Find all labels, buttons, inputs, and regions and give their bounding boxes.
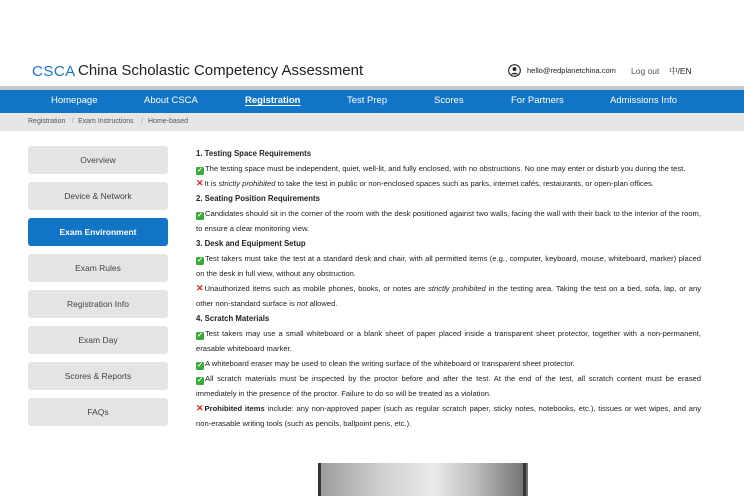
breadcrumb-registration[interactable]: Registration: [28, 118, 66, 125]
sidebar-item-exam-day[interactable]: Exam Day: [28, 326, 168, 354]
nav-registration[interactable]: Registration: [245, 95, 301, 106]
sidebar-item-scores-reports[interactable]: Scores & Reports: [28, 362, 168, 390]
sidebar-item-device-network[interactable]: Device & Network: [28, 182, 168, 210]
rule-paragraph: ✕It is strictly prohibited to take the test in public or non-enclosed spaces such as parks, internet cafés, restaurants, or open-plan offices.: [196, 178, 654, 188]
rule-paragraph: ✓ The testing space must be independent, quiet, well-lit, and fully enclosed, with no obstructions. No one may enter or disturb you during the test.: [197, 164, 686, 174]
check-icon: ✓: [197, 362, 203, 369]
nav-scores[interactable]: Scores: [434, 95, 464, 106]
rule-paragraph: ✓ All scratch materials must be inspected by the proctor before and after the test. At the end of the test, all scratch content must be erased immediately in the presence of the proctor. Failure to do so will be treated as a violation.: [196, 374, 701, 398]
user-icon[interactable]: [508, 64, 521, 77]
language-switch[interactable]: 中/EN: [669, 66, 692, 76]
section-title-scratch-materials: 4. Scratch Materials: [196, 314, 270, 323]
nav-homepage[interactable]: Homepage: [51, 95, 98, 106]
breadcrumb-home-based: Home-based: [148, 118, 189, 125]
logout-link[interactable]: Log out: [631, 66, 660, 76]
rule-paragraph: ✓ Candidates should sit in the corner of the room with the desk positioned against two walls, facing the wall with their back to the interior of the room, to ensure a clear monitoring view.: [196, 209, 701, 233]
sidebar-item-exam-environment[interactable]: Exam Environment: [28, 218, 168, 246]
check-icon: ✓: [197, 377, 203, 384]
cross-icon: ✕: [196, 403, 204, 413]
check-icon: ✓: [197, 257, 203, 264]
section-title-desk-setup: 3. Desk and Equipment Setup: [196, 239, 306, 248]
section-title-seating: 2. Seating Position Requirements: [196, 194, 320, 203]
sidebar-item-registration-info[interactable]: Registration Info: [28, 290, 168, 318]
nav-admissions-info[interactable]: Admissions Info: [610, 95, 678, 106]
photo-frame-left: [318, 463, 321, 496]
main-nav: [0, 90, 744, 113]
nav-for-partners[interactable]: For Partners: [511, 95, 564, 106]
top-header: [0, 56, 744, 86]
breadcrumb-separator: /: [72, 118, 74, 125]
check-icon: ✓: [197, 332, 203, 339]
check-icon: ✓: [197, 212, 203, 219]
user-email[interactable]: hello@redplanetchina.com: [527, 66, 616, 75]
cross-icon: ✕: [196, 178, 204, 188]
check-icon: ✓: [197, 167, 203, 174]
csca-logo[interactable]: CSCA: [32, 63, 76, 80]
rule-paragraph: ✓ A whiteboard eraser may be used to clean the writing surface of the whiteboard or transparent sheet protector.: [197, 359, 575, 369]
rule-paragraph: ✓ Test takers must take the test at a standard desk and chair, with all permitted items (e.g., computer, keyboard, mouse, whiteboard, marker) placed on the desk in full view, without any obstruction.: [196, 254, 701, 278]
article-content: [196, 146, 701, 431]
rule-paragraph: ✕Prohibited items include: any non-approved paper (such as regular scratch paper, sticky notes, notebooks, etc.), tissues or wet wipes, and any non-erasable writing tools (such as pencils, ballpoint pens, etc.).: [196, 403, 701, 428]
example-room-photo: [318, 463, 528, 496]
rule-paragraph: ✕Unauthorized items such as mobile phones, books, or notes are strictly prohibited in the testing area. Taking the test on a bed, sofa, lap, or any other non-standard surface is not allowed.: [196, 283, 701, 308]
nav-test-prep[interactable]: Test Prep: [347, 95, 388, 106]
breadcrumb: [0, 113, 744, 131]
breadcrumb-exam-instructions[interactable]: Exam Instructions: [78, 118, 134, 125]
breadcrumb-separator: /: [141, 118, 143, 125]
section-title-testing-space: 1. Testing Space Requirements: [196, 149, 312, 158]
sidebar-item-exam-rules[interactable]: Exam Rules: [28, 254, 168, 282]
sidebar-item-overview[interactable]: Overview: [28, 146, 168, 174]
sidebar-item-faqs[interactable]: FAQs: [28, 398, 168, 426]
nav-about[interactable]: About CSCA: [144, 95, 198, 106]
rule-paragraph: ✓ Test takers may use a small whiteboard or a blank sheet of paper placed inside a transparent sheet protector, together with a non-permanent, erasable whiteboard marker.: [196, 329, 701, 353]
site-title: China Scholastic Competency Assessment: [78, 62, 364, 79]
cross-icon: ✕: [196, 283, 204, 293]
photo-frame-right: [523, 463, 526, 496]
